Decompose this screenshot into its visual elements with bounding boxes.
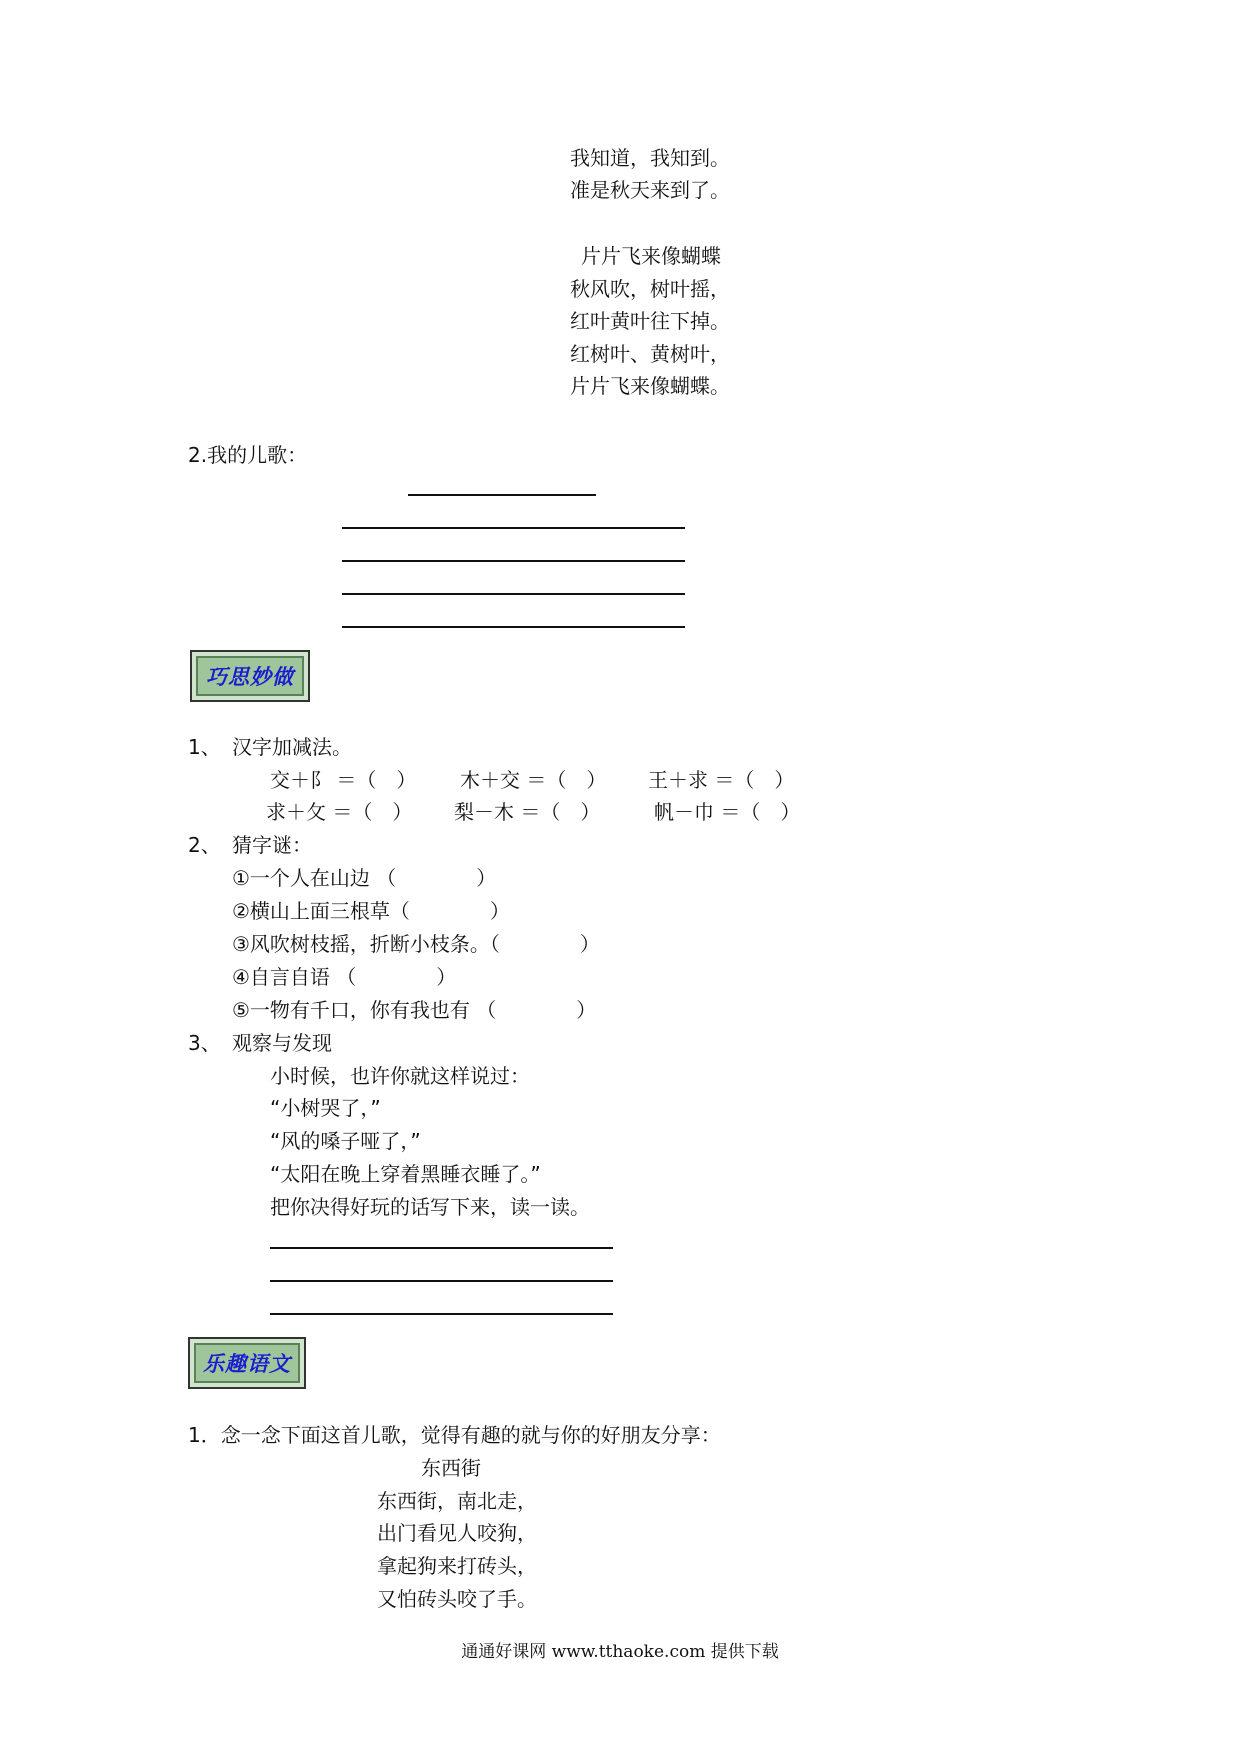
section-badge-label: 巧思妙做 bbox=[206, 664, 294, 689]
riddle-item: ①一个人在山边 （ ） bbox=[232, 866, 497, 890]
answer-line[interactable] bbox=[270, 1280, 613, 1282]
riddle-item: ⑤一物有千口，你有我也有 （ ） bbox=[232, 998, 597, 1022]
question-title: 猜字谜： bbox=[232, 833, 312, 857]
poem3-title: 东西街 bbox=[421, 1456, 481, 1480]
poem3-line: 拿起狗来打砖头， bbox=[377, 1554, 537, 1578]
exercise-item: 帆－巾 ＝（ ） bbox=[654, 800, 801, 824]
my-song-label: 2.我的儿歌： bbox=[188, 443, 308, 467]
q3-line: 把你决得好玩的话写下来，读一读。 bbox=[270, 1195, 590, 1219]
answer-line[interactable] bbox=[342, 560, 685, 562]
footer-text: 通通好课网 www.tthaoke.com 提供下载 bbox=[461, 1642, 779, 1662]
q3-line: 小时候，也许你就这样说过： bbox=[270, 1064, 530, 1088]
answer-line[interactable] bbox=[342, 527, 685, 529]
question-title: 观察与发现 bbox=[232, 1031, 332, 1055]
exercise-item: 木＋交 ＝（ ） bbox=[460, 768, 607, 792]
exercise-item: 交＋阝 ＝（ ） bbox=[270, 768, 417, 792]
answer-line[interactable] bbox=[270, 1313, 613, 1315]
exercise-item: 梨－木 ＝（ ） bbox=[454, 800, 601, 824]
poem2-line: 秋风吹，树叶摇， bbox=[570, 277, 730, 301]
riddle-item: ③风吹树枝摇，折断小枝条。（ ） bbox=[232, 932, 600, 956]
poem3-line: 东西街，南北走， bbox=[377, 1489, 537, 1513]
answer-line[interactable] bbox=[342, 626, 685, 628]
question-title: 汉字加减法。 bbox=[232, 735, 352, 759]
question-text: 1．念一念下面这首儿歌，觉得有趣的就与你的好朋友分享： bbox=[188, 1423, 721, 1447]
poem3-line: 出门看见人咬狗， bbox=[377, 1521, 537, 1545]
poem1-line: 准是秋天来到了。 bbox=[570, 178, 730, 202]
q3-line: “太阳在晚上穿着黑睡衣睡了。” bbox=[270, 1162, 541, 1186]
poem2-line: 红叶黄叶往下掉。 bbox=[570, 309, 730, 333]
poem3-line: 又怕砖头咬了手。 bbox=[377, 1587, 537, 1611]
question-number: 3、 bbox=[188, 1031, 221, 1055]
q3-line: “小树哭了，” bbox=[270, 1096, 381, 1120]
question-number: 1、 bbox=[188, 735, 221, 759]
section-badge bbox=[190, 650, 310, 702]
poem2-title: 片片飞来像蝴蝶 bbox=[581, 244, 721, 268]
poem2-line: 红树叶、黄树叶， bbox=[570, 342, 730, 366]
section-badge-label: 乐趣语文 bbox=[203, 1351, 291, 1376]
riddle-item: ④自言自语 （ ） bbox=[232, 965, 457, 989]
question-number: 2、 bbox=[188, 833, 221, 857]
answer-line[interactable] bbox=[342, 593, 685, 595]
exercise-item: 求＋攵 ＝（ ） bbox=[266, 800, 413, 824]
poem2-line: 片片飞来像蝴蝶。 bbox=[570, 374, 730, 398]
section-badge bbox=[188, 1337, 306, 1389]
q3-line: “风的嗓子哑了，” bbox=[270, 1129, 421, 1153]
exercise-item: 王＋求 ＝（ ） bbox=[648, 768, 795, 792]
answer-line[interactable] bbox=[408, 494, 596, 496]
answer-line[interactable] bbox=[270, 1247, 613, 1249]
riddle-item: ②横山上面三根草（ ） bbox=[232, 899, 510, 923]
poem1-line: 我知道，我知到。 bbox=[570, 146, 730, 170]
